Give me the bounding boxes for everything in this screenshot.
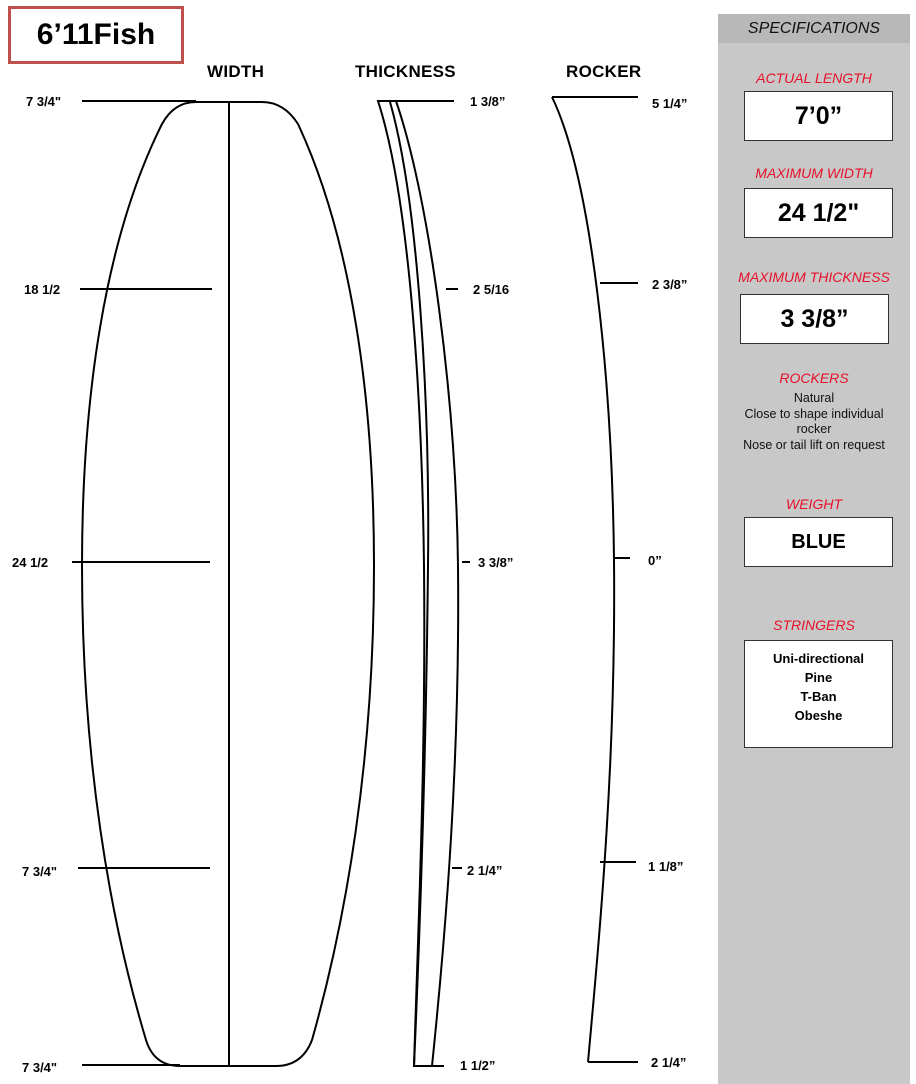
stringer-item: Uni-directional — [772, 651, 864, 666]
thickness-outline — [378, 101, 458, 1066]
rocker-heading: ROCKER — [566, 62, 642, 81]
max-thickness-label: MAXIMUM THICKNESS — [738, 269, 890, 285]
specifications-header: SPECIFICATIONS — [718, 14, 910, 43]
stringer-item: Pine — [804, 670, 833, 685]
rocker-dim-c: 1 1/8” — [648, 859, 684, 874]
width-heading: WIDTH — [207, 62, 265, 81]
thickness-dim-c: 2 1/4” — [467, 863, 503, 878]
rocker-dim-b: 0” — [648, 553, 662, 568]
thickness-inner-line — [390, 102, 428, 1066]
max-width-value: 24 1/2" — [744, 188, 893, 238]
stringer-item: Obeshe — [794, 708, 843, 723]
stringers-value — [744, 640, 893, 748]
rockers-label: ROCKERS — [779, 370, 849, 386]
thickness-heading: THICKNESS — [355, 62, 456, 81]
thickness-dim-nose: 1 3/8” — [470, 94, 506, 109]
weight-label: WEIGHT — [786, 496, 842, 512]
board-title: 6’11Fish — [8, 6, 184, 64]
width-dim-nose: 7 3/4" — [26, 94, 62, 109]
thickness-dim-b: 3 3/8” — [478, 555, 514, 570]
stringer-item: T-Ban — [800, 689, 837, 704]
max-width-label: MAXIMUM WIDTH — [755, 165, 873, 181]
actual-length-value: 7’0” — [744, 91, 893, 141]
thickness-dim-tail: 1 1/2” — [460, 1058, 496, 1073]
width-dim-24: 24 1/2 — [12, 555, 49, 570]
width-dim-tail: 7 3/4" — [22, 1060, 58, 1075]
rocker-curve — [552, 97, 614, 1062]
weight-value: BLUE — [744, 517, 893, 567]
max-thickness-value: 3 3/8” — [740, 294, 889, 344]
rocker-dim-tail: 2 1/4” — [651, 1055, 687, 1070]
rockers-line: Nose or tail lift on request — [743, 437, 885, 452]
actual-length-label: ACTUAL LENGTH — [756, 70, 872, 86]
stringers-label: STRINGERS — [773, 617, 855, 633]
width-dim-mid-tail: 7 3/4" — [22, 864, 58, 879]
thickness-dim-a: 2 5/16 — [473, 282, 510, 297]
width-dim-18: 18 1/2 — [24, 282, 61, 297]
specifications-panel — [718, 14, 910, 1084]
rockers-line: Close to shape individual — [744, 406, 884, 421]
rockers-line: Natural — [793, 391, 835, 405]
rockers-line: rocker — [796, 422, 832, 436]
rocker-dim-a: 2 3/8” — [652, 277, 688, 292]
rocker-dim-nose: 5 1/4” — [652, 96, 688, 111]
rockers-description — [718, 391, 910, 453]
